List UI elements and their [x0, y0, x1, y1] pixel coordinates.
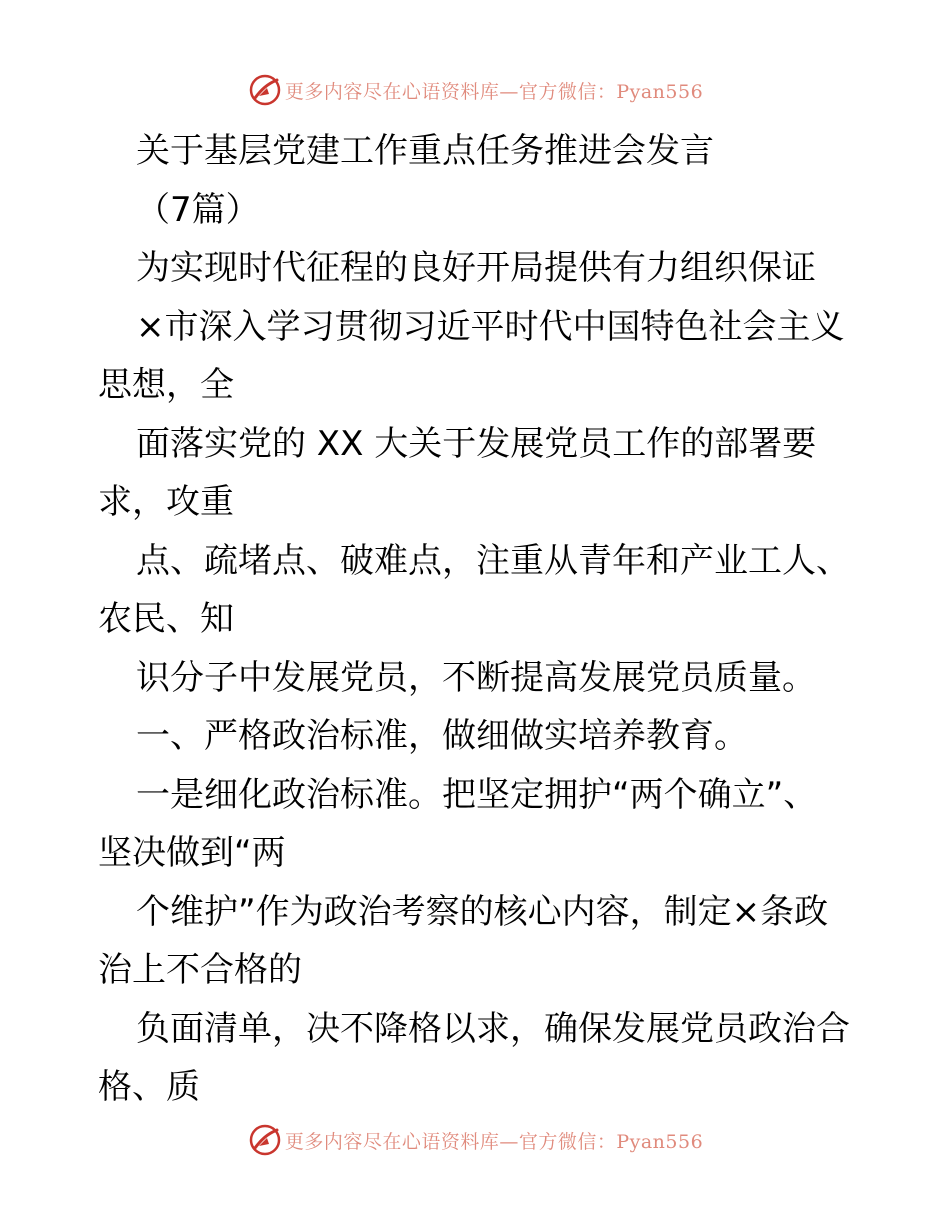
footer-banner	[0, 1120, 950, 1160]
logo-icon	[247, 72, 283, 108]
text-line: 治上不合格的	[98, 950, 302, 990]
text-line: ×市深入学习贯彻习近平时代中国特色社会主义	[136, 306, 845, 347]
banner-text: 更多内容尽在心语资料库—官方微信：Pyan556	[284, 80, 704, 103]
text-line: 思想，全	[98, 365, 234, 405]
doc-subtitle: （7篇）	[136, 189, 260, 230]
text-line: 一是细化政治标准。把坚定拥护“两个确立”、	[136, 774, 818, 815]
header-banner	[0, 70, 950, 110]
doc-title: 关于基层党建工作重点任务推进会发言	[136, 131, 714, 171]
text-line: 坚决做到“两	[98, 833, 286, 873]
text-line: 负面清单，决不降格以求，确保发展党员政治合	[136, 1008, 850, 1049]
text-line: 农民、知	[98, 599, 234, 639]
logo-icon	[247, 1122, 283, 1158]
text-line: 求，攻重	[98, 482, 234, 522]
section-heading: 一、严格政治标准，做细做实培养教育。	[136, 716, 748, 756]
text-line: 点、疏堵点、破难点，注重从青年和产业工人、	[136, 540, 850, 581]
text-line: 识分子中发展党员，不断提高发展党员质量。	[136, 657, 816, 698]
document-body	[98, 122, 858, 1117]
text-line: 面落实党的 XX 大关于发展党员工作的部署要	[136, 423, 817, 464]
doc-heading: 为实现时代征程的良好开局提供有力组织保证	[136, 248, 816, 288]
text-line: 格、质	[98, 1067, 200, 1107]
text-line: 个维护”作为政治考察的核心内容，制定×条政	[136, 891, 829, 932]
banner-text: 更多内容尽在心语资料库—官方微信：Pyan556	[284, 1130, 704, 1153]
